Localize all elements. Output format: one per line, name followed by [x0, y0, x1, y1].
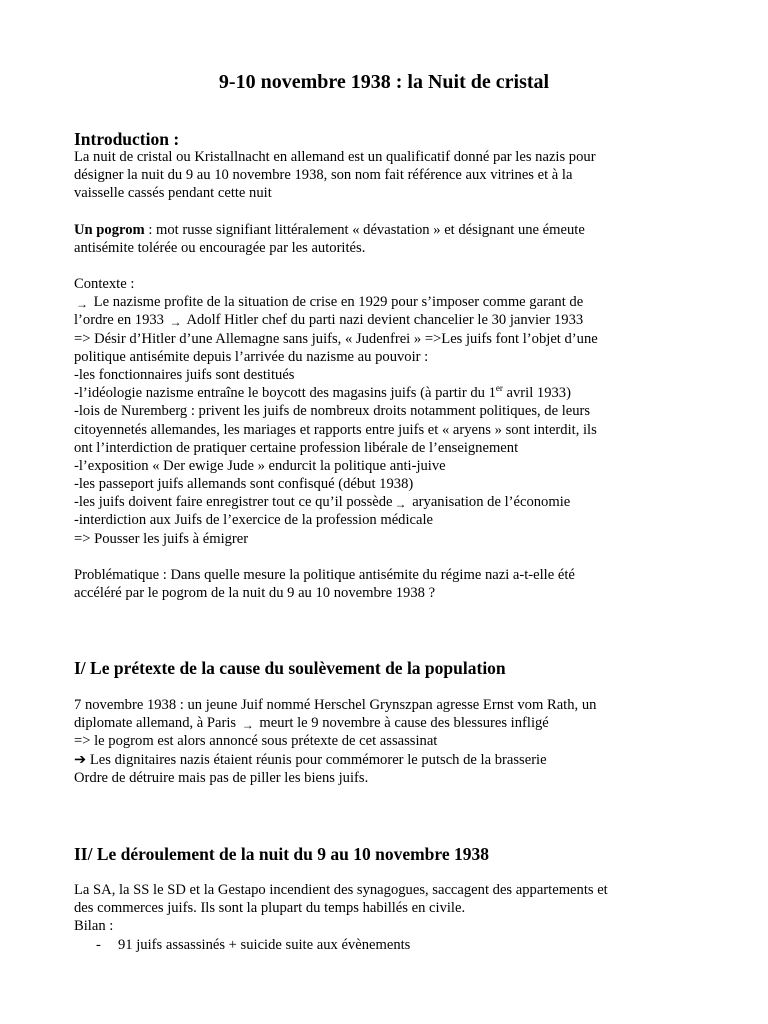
section-1-body	[74, 696, 694, 787]
right-arrow-icon: →	[394, 497, 407, 512]
intro-heading: Introduction :	[74, 129, 180, 149]
text-line: → Le nazisme profite de la situation de crise en 1929 pour s’imposer comme garant de	[74, 293, 694, 311]
bullet-dash: -	[96, 936, 101, 953]
text-line: -les passeport juifs allemands sont confisqué (début 1938)	[74, 476, 414, 493]
bold-arrow-icon: ➔	[74, 751, 87, 768]
text-line: Bilan :	[74, 918, 114, 935]
section-1-heading: I/ Le prétexte de la cause du soulèvement de la population	[74, 658, 506, 678]
pogrom-definition-text: : mot russe signifiant littéralement « dévastation » et désignant une émeute	[144, 222, 585, 238]
text-line: => le pogrom est alors annoncé sous prétexte de cet assassinat	[74, 733, 438, 750]
text-line: politique antisémite depuis l’arrivée du nazisme au pouvoir :	[74, 348, 429, 365]
text-line: antisémite tolérée ou encouragée par les autorités.	[74, 240, 366, 257]
text-line: citoyennetés allemandes, les mariages et rapports entre juifs et « aryens » sont interdit, ils	[74, 421, 597, 438]
text-line: ➔ Les dignitaires nazis étaient réunis pour commémorer le putsch de la brasserie	[74, 751, 547, 768]
right-arrow-icon: →	[76, 297, 88, 312]
context-label: Contexte :	[74, 276, 135, 292]
text-line: Ordre de détruire mais pas de piller les biens juifs.	[74, 769, 369, 786]
list-item: - 91 juifs assassinés + suicide suite aux évènements	[96, 936, 411, 953]
text-line: La nuit de cristal ou Kristallnacht en allemand est un qualificatif donné par les nazis pour	[74, 149, 596, 165]
section-2-heading: II/ Le déroulement de la nuit du 9 au 10 novembre 1938	[74, 844, 490, 864]
document-title: 9-10 novembre 1938 : la Nuit de cristal	[218, 71, 550, 93]
pogrom-term: Un pogrom	[74, 222, 145, 238]
text-line: désigner la nuit du 9 au 10 novembre 1938, son nom fait référence aux vitrines et à la	[74, 167, 573, 184]
superscript: er	[495, 383, 503, 394]
right-arrow-icon: →	[169, 315, 182, 330]
text-line	[74, 221, 694, 239]
text-line: 7 novembre 1938 : un jeune Juif nommé Herschel Grynszpan agresse Ernst vom Rath, un	[74, 697, 597, 713]
text-line: diplomate allemand, à Paris → meurt le 9 novembre à cause des blessures infligé	[74, 714, 694, 732]
problematique	[74, 566, 694, 602]
text-line: Problématique : Dans quelle mesure la politique antisémite du régime nazi a-t-elle été	[74, 567, 575, 583]
text-line: ont l’interdiction de pratiquer certaine profession libérale de l’enseignement	[74, 439, 519, 456]
text-line: -lois de Nuremberg : privent les juifs de nombreux droits notamment politiques, de leurs	[74, 403, 591, 420]
text-line: -les fonctionnaires juifs sont destitués	[74, 366, 295, 383]
text-line: => Désir d’Hitler d’une Allemagne sans juifs, « Judenfrei » =>Les juifs font l’objet d’une	[74, 330, 598, 347]
text-line: -l’exposition « Der ewige Jude » endurcit la politique anti-juive	[74, 457, 446, 474]
pogrom-definition	[74, 221, 694, 257]
right-arrow-icon: →	[241, 718, 254, 733]
section-2-body	[74, 881, 694, 954]
text-line: vaisselle cassés pendant cette nuit	[74, 185, 272, 202]
text-line: => Pousser les juifs à émigrer	[74, 530, 249, 547]
text-line: -les juifs doivent faire enregistrer tout ce qu’il possède → aryanisation de l’économie	[74, 493, 694, 511]
context-section	[74, 275, 694, 548]
text-line: -interdiction aux Juifs de l’exercice de la profession médicale	[74, 512, 434, 529]
intro-paragraph	[74, 148, 694, 203]
text-line: des commerces juifs. Ils sont la plupart du temps habillés en civile.	[74, 900, 466, 917]
text-line: -l’idéologie nazisme entraîne le boycott des magasins juifs (à partir du 1er avril 1933)	[74, 383, 571, 402]
text-line: La SA, la SS le SD et la Gestapo incendient des synagogues, saccagent des appartements et	[74, 882, 608, 898]
text-line: l’ordre en 1933 → Adolf Hitler chef du parti nazi devient chancelier le 30 janvier 1933	[74, 311, 694, 329]
text-line: accéléré par le pogrom de la nuit du 9 au 10 novembre 1938 ?	[74, 585, 436, 602]
